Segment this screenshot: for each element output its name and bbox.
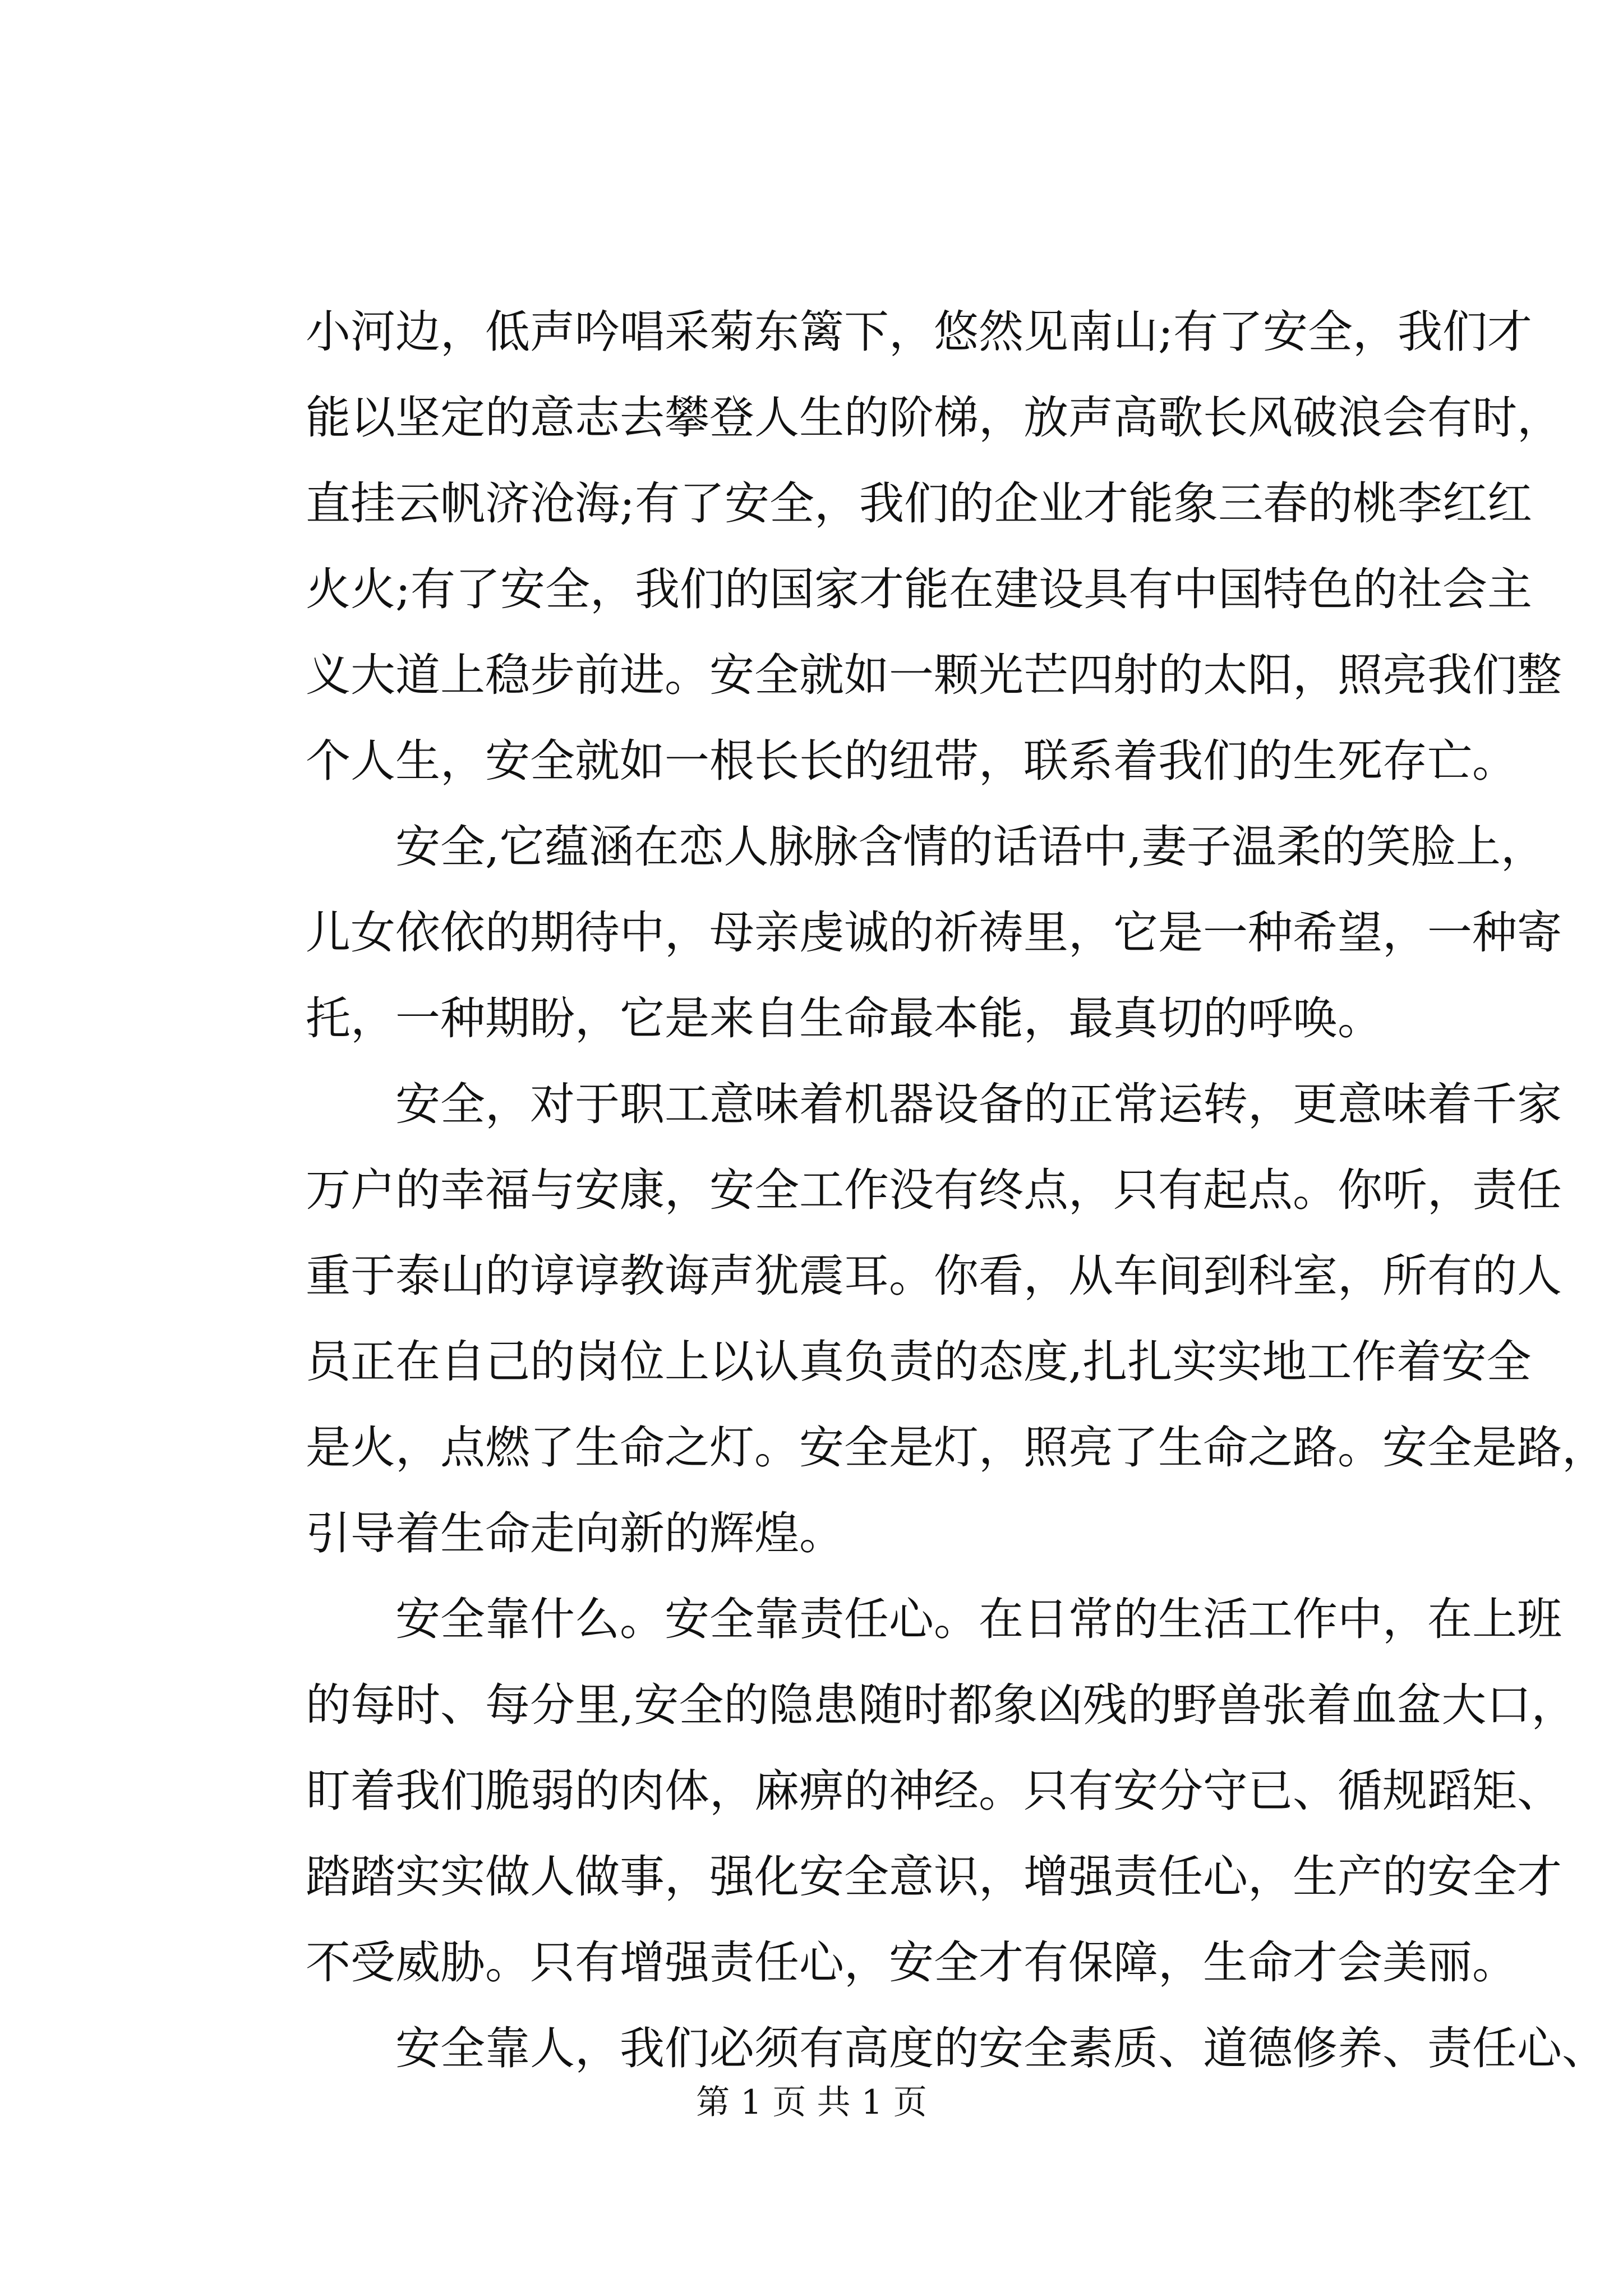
- text-line: 盯着我们脆弱的肉体，麻痹的神经。只有安分守已、循规蹈矩、: [306, 1765, 1562, 1817]
- text-line: 火火;有了安全，我们的国家才能在建设具有中国特色的社会主: [306, 563, 1532, 615]
- text-line: 直挂云帆济沧海;有了安全，我们的企业才能象三春的桃李红红: [306, 477, 1532, 530]
- text-line: 踏踏实实做人做事，强化安全意识，增强责任心，生产的安全才: [306, 1851, 1562, 1903]
- page-footer: 第 1 页 共 1 页: [696, 2083, 927, 2122]
- text-line: 安全，对于职工意味着机器设备的正常运转，更意味着千家: [395, 1078, 1562, 1130]
- text-line: 能以坚定的意志去攀登人生的阶梯，放声高歌长风破浪会有时，: [306, 392, 1562, 444]
- document-body: [306, 289, 1607, 2091]
- text-line: 托，一种期盼，它是来自生命最本能，最真切的呼唤。: [306, 992, 1382, 1045]
- text-line: 安全靠人，我们必须有高度的安全素质、道德修养、责任心、: [395, 2022, 1607, 2074]
- text-line: 不受威胁。只有增强责任心，安全才有保障，生命才会美丽。: [306, 1936, 1517, 1989]
- text-line: 重于泰山的谆谆教诲声犹震耳。你看，从车间到科室，所有的人: [306, 1250, 1562, 1302]
- text-line: 安全靠什么。安全靠责任心。在日常的生活工作中，在上班: [395, 1593, 1562, 1645]
- text-line: 小河边，低声吟唱采菊东篱下，悠然见南山;有了安全，我们才: [306, 306, 1532, 358]
- text-line: 儿女依依的期待中，母亲虔诚的祈祷里，它是一种希望，一种寄: [306, 907, 1562, 959]
- text-line: 安全,它蕴涵在恋人脉脉含情的话语中,妻子温柔的笑脸上，: [395, 821, 1546, 873]
- text-line: 是火，点燃了生命之灯。安全是灯，照亮了生命之路。安全是路，: [306, 1421, 1607, 1474]
- text-line: 万户的幸福与安康，安全工作没有终点，只有起点。你听，责任: [306, 1164, 1562, 1216]
- text-line: 员正在自己的岗位上以认真负责的态度,扎扎实实地工作着安全: [306, 1336, 1532, 1388]
- text-line: 个人生，安全就如一根长长的纽带，联系着我们的生死存亡。: [306, 735, 1517, 787]
- text-line: 的每时、每分里,安全的隐患随时都象凶残的野兽张着血盆大口，: [306, 1679, 1576, 1731]
- text-line: 义大道上稳步前进。安全就如一颗光芒四射的太阳，照亮我们整: [306, 649, 1562, 701]
- text-line: 引导着生命走向新的辉煌。: [306, 1507, 844, 1559]
